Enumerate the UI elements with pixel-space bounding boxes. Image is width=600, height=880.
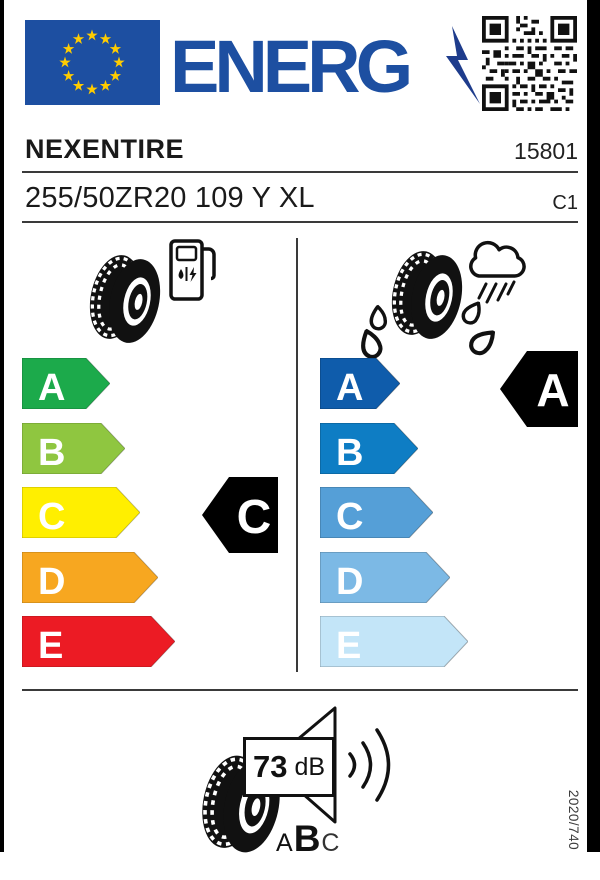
separator-line-2 [22, 221, 578, 223]
noise-value: 73 [252, 749, 288, 784]
wet-rating-letter: A [536, 364, 570, 416]
fuel-grade-arrow-e [22, 616, 175, 667]
noise-class-c: C [321, 829, 340, 857]
fuel-grade-arrow-b [22, 423, 125, 474]
separator-line-1 [22, 171, 578, 173]
brand-name: NEXENTIRE [25, 134, 185, 164]
column-divider [296, 238, 298, 672]
noise-unit: dB [294, 752, 326, 781]
grade-letter: A [336, 367, 364, 409]
tire-class: C1 [552, 192, 578, 214]
grade-letter: C [38, 496, 66, 538]
noise-value-box [243, 737, 335, 797]
noise-class-a: A [276, 829, 293, 857]
wet-rating-indicator [500, 351, 578, 427]
brand-row [25, 134, 578, 165]
energ-logo [168, 22, 440, 110]
fuel-grade-arrow-d [22, 552, 158, 603]
lightning-bolt-icon [436, 26, 482, 104]
wet-grade-arrow-a [320, 358, 400, 409]
grade-letter: E [336, 625, 362, 667]
fuel-grade-arrow-c [22, 487, 140, 538]
regulation-number: 2020/740 [566, 789, 581, 851]
qr-code-icon [482, 16, 577, 111]
tire-icon [84, 250, 166, 348]
water-splash-icon [462, 321, 500, 360]
wet-grade-arrow-e [320, 616, 468, 667]
fuel-rating-letter: C [236, 491, 272, 544]
grade-letter: D [336, 561, 364, 603]
energ-logo-text: ENERG [170, 25, 409, 108]
fuel-grade-arrow-a [22, 358, 110, 409]
noise-class-b: B [293, 818, 321, 859]
article-number: 15801 [514, 138, 578, 164]
noise-class-scale [276, 818, 339, 860]
wet-grade-arrow-c [320, 487, 433, 538]
right-border-bar [587, 0, 600, 852]
grade-letter: D [38, 561, 66, 603]
tire-size: 255/50ZR20 109 Y XL [25, 182, 315, 214]
grade-letter: C [336, 496, 364, 538]
eu-flag-icon [25, 20, 160, 105]
sound-waves-icon [342, 710, 402, 820]
grade-letter: E [38, 625, 64, 667]
grade-letter: A [38, 367, 66, 409]
separator-line-3 [22, 689, 578, 691]
grade-letter: B [336, 432, 364, 474]
wet-grade-arrow-d [320, 552, 450, 603]
fuel-rating-indicator [202, 477, 278, 553]
wet-grade-arrow-b [320, 423, 418, 474]
tire-icon [386, 246, 468, 344]
fuel-pump-icon [168, 236, 218, 304]
grade-letter: B [38, 432, 66, 474]
size-row [25, 182, 578, 215]
left-border-bar [0, 0, 4, 852]
